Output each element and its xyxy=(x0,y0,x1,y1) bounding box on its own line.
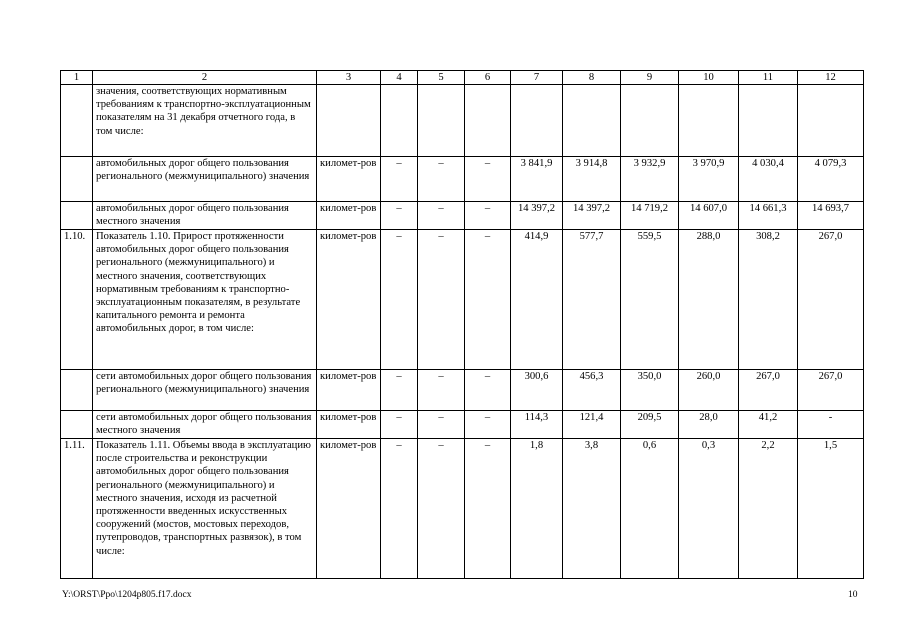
col-header-8: 8 xyxy=(563,71,621,85)
row-unit: километ-ров xyxy=(317,157,381,202)
cell-col6 xyxy=(465,85,511,157)
row-unit: километ-ров xyxy=(317,411,381,439)
row-unit: километ-ров xyxy=(317,202,381,230)
cell-col6: – xyxy=(465,202,511,230)
cell-col10: 260,0 xyxy=(679,370,739,411)
table-row xyxy=(61,85,864,157)
cell-col8: 121,4 xyxy=(563,411,621,439)
cell-col6: – xyxy=(465,411,511,439)
cell-col10: 14 607,0 xyxy=(679,202,739,230)
cell-col10: 3 970,9 xyxy=(679,157,739,202)
cell-col5: – xyxy=(418,370,465,411)
cell-col5: – xyxy=(418,230,465,370)
file-path-footer: Y:\ORST\Ppo\1204p805.f17.docx xyxy=(62,590,192,600)
cell-col6: – xyxy=(465,370,511,411)
cell-col9: 3 932,9 xyxy=(621,157,679,202)
cell-col8 xyxy=(563,85,621,157)
cell-col7 xyxy=(511,85,563,157)
cell-col9: 350,0 xyxy=(621,370,679,411)
table-row xyxy=(61,370,864,411)
cell-col12: 14 693,7 xyxy=(798,202,864,230)
table-row xyxy=(61,411,864,439)
cell-col11: 41,2 xyxy=(739,411,798,439)
cell-col9: 14 719,2 xyxy=(621,202,679,230)
cell-col11: 308,2 xyxy=(739,230,798,370)
cell-col11 xyxy=(739,85,798,157)
header-row xyxy=(61,71,864,85)
col-header-3: 3 xyxy=(317,71,381,85)
cell-col10: 28,0 xyxy=(679,411,739,439)
cell-col11: 267,0 xyxy=(739,370,798,411)
cell-col12: - xyxy=(798,411,864,439)
cell-col7: 3 841,9 xyxy=(511,157,563,202)
cell-col12 xyxy=(798,85,864,157)
row-unit: километ-ров xyxy=(317,439,381,579)
col-header-1: 1 xyxy=(61,71,93,85)
cell-col12: 267,0 xyxy=(798,230,864,370)
cell-col9: 559,5 xyxy=(621,230,679,370)
col-header-12: 12 xyxy=(798,71,864,85)
cell-col4: – xyxy=(381,439,418,579)
col-header-4: 4 xyxy=(381,71,418,85)
indicators-table xyxy=(60,70,864,579)
row-unit: километ-ров xyxy=(317,230,381,370)
col-header-5: 5 xyxy=(418,71,465,85)
col-header-10: 10 xyxy=(679,71,739,85)
col-header-6: 6 xyxy=(465,71,511,85)
cell-col4: – xyxy=(381,202,418,230)
cell-col10: 0,3 xyxy=(679,439,739,579)
cell-col8: 14 397,2 xyxy=(563,202,621,230)
row-description: значения, соответствующих нормативным требованиям к транспортно-эксплуатационным показателям на 31 декабря отчетного года, в том числе: xyxy=(93,85,317,157)
cell-col4: – xyxy=(381,230,418,370)
table-row xyxy=(61,230,864,370)
cell-col7: 1,8 xyxy=(511,439,563,579)
cell-col6: – xyxy=(465,230,511,370)
cell-col6: – xyxy=(465,157,511,202)
cell-col7: 14 397,2 xyxy=(511,202,563,230)
cell-col5: – xyxy=(418,202,465,230)
cell-col8: 577,7 xyxy=(563,230,621,370)
cell-col9: 0,6 xyxy=(621,439,679,579)
col-header-7: 7 xyxy=(511,71,563,85)
row-description: Показатель 1.11. Объемы ввода в эксплуатацию после строительства и реконструкции автомобильных дорог общего пользования регионального (межмуниципального) и местного значения, исходя из расчетной протяженности введенных искусственных сооружений (мостов, мостовых переходов, путепроводов, транспортных развязок), в том числе: xyxy=(93,439,317,579)
cell-col4: – xyxy=(381,370,418,411)
cell-col11: 2,2 xyxy=(739,439,798,579)
col-header-9: 9 xyxy=(621,71,679,85)
cell-col10: 288,0 xyxy=(679,230,739,370)
row-number xyxy=(61,370,93,411)
row-number: 1.11. xyxy=(61,439,93,579)
cell-col4: – xyxy=(381,157,418,202)
cell-col5: – xyxy=(418,411,465,439)
cell-col12: 267,0 xyxy=(798,370,864,411)
row-unit: километ-ров xyxy=(317,370,381,411)
row-number xyxy=(61,157,93,202)
cell-col9: 209,5 xyxy=(621,411,679,439)
col-header-2: 2 xyxy=(93,71,317,85)
row-unit xyxy=(317,85,381,157)
row-description: автомобильных дорог общего пользования местного значения xyxy=(93,202,317,230)
cell-col7: 114,3 xyxy=(511,411,563,439)
cell-col12: 1,5 xyxy=(798,439,864,579)
row-description: автомобильных дорог общего пользования регионального (межмуниципального) значения xyxy=(93,157,317,202)
cell-col7: 414,9 xyxy=(511,230,563,370)
table-row xyxy=(61,157,864,202)
cell-col5 xyxy=(418,85,465,157)
row-description: Показатель 1.10. Прирост протяженности автомобильных дорог общего пользования регионального (межмуниципального) и местного значения, соответствующих нормативным требованиям к транспортно-эксплуатационным показателям, в результате капитального ремонта и ремонта автомобильных дорог, в том числе: xyxy=(93,230,317,370)
row-number xyxy=(61,411,93,439)
cell-col4 xyxy=(381,85,418,157)
cell-col12: 4 079,3 xyxy=(798,157,864,202)
cell-col11: 4 030,4 xyxy=(739,157,798,202)
table-row xyxy=(61,202,864,230)
row-description: сети автомобильных дорог общего пользования регионального (межмуниципального) значения xyxy=(93,370,317,411)
cell-col8: 3,8 xyxy=(563,439,621,579)
col-header-11: 11 xyxy=(739,71,798,85)
cell-col8: 3 914,8 xyxy=(563,157,621,202)
row-number xyxy=(61,85,93,157)
cell-col5: – xyxy=(418,439,465,579)
cell-col11: 14 661,3 xyxy=(739,202,798,230)
cell-col6: – xyxy=(465,439,511,579)
row-number xyxy=(61,202,93,230)
cell-col8: 456,3 xyxy=(563,370,621,411)
cell-col7: 300,6 xyxy=(511,370,563,411)
row-description: сети автомобильных дорог общего пользования местного значения xyxy=(93,411,317,439)
row-number: 1.10. xyxy=(61,230,93,370)
cell-col4: – xyxy=(381,411,418,439)
page-number: 10 xyxy=(848,590,858,600)
table-row xyxy=(61,439,864,579)
cell-col10 xyxy=(679,85,739,157)
cell-col5: – xyxy=(418,157,465,202)
cell-col9 xyxy=(621,85,679,157)
